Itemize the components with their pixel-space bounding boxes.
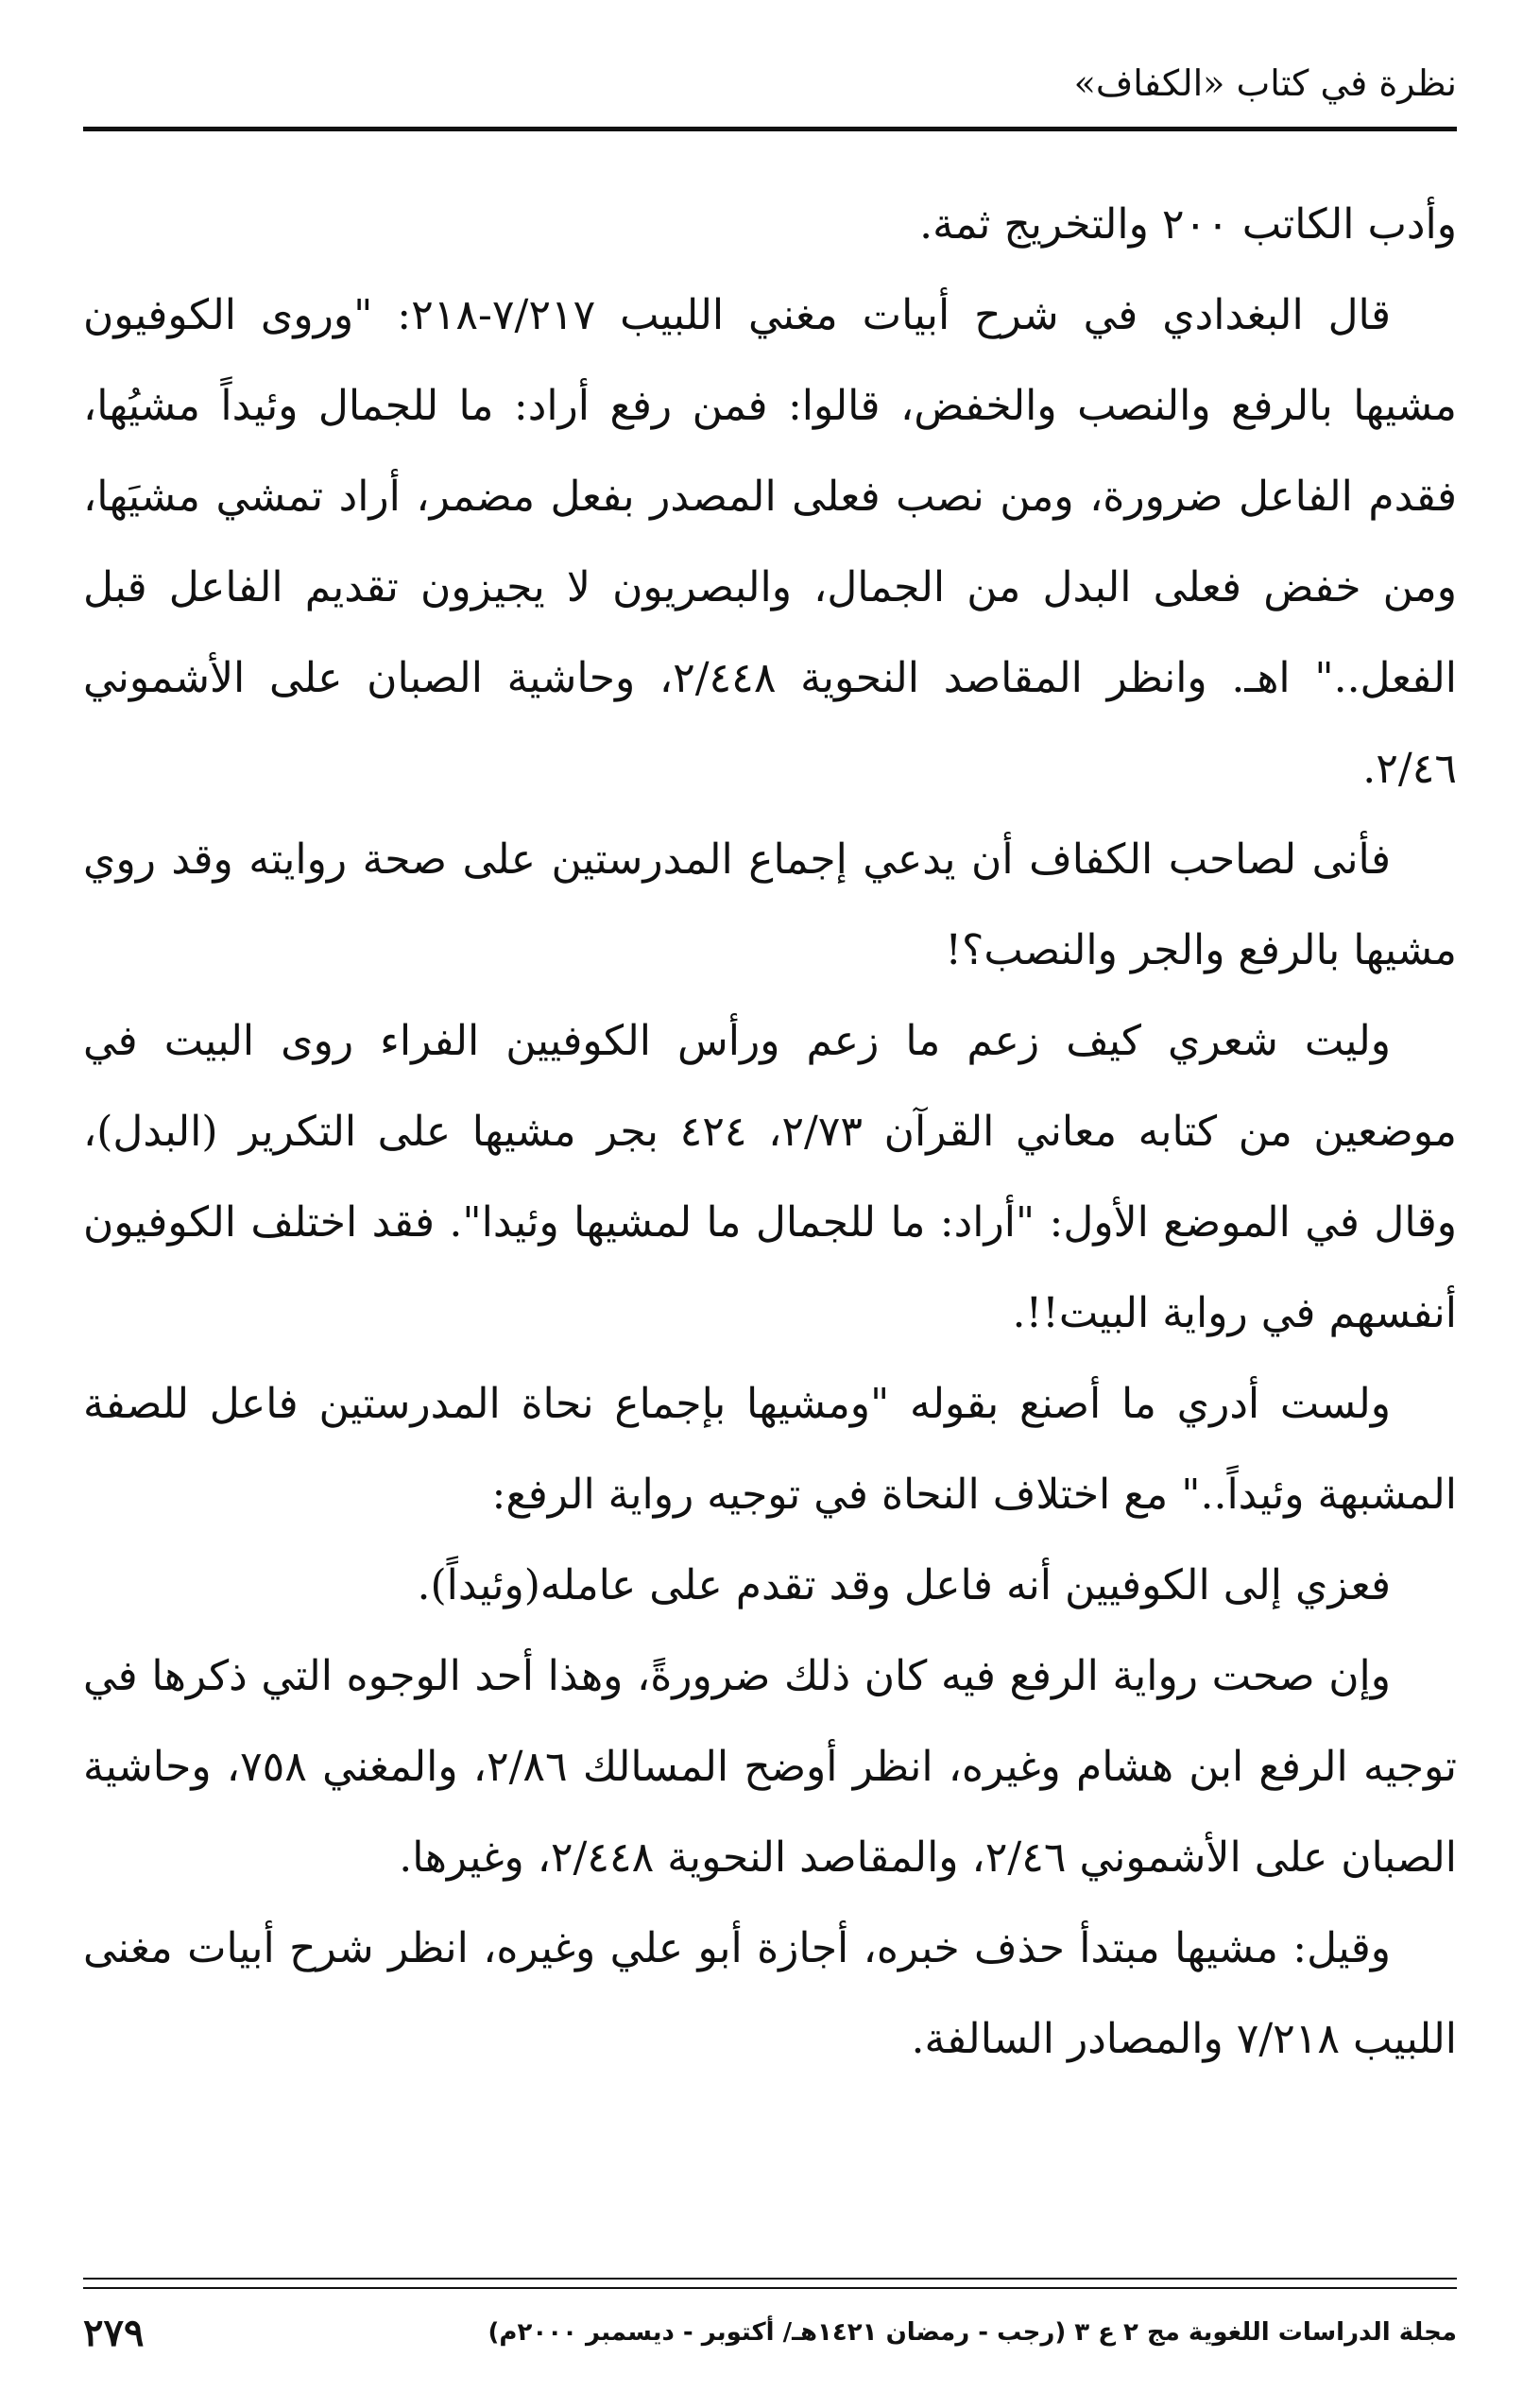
- page-footer: [83, 2306, 1457, 2359]
- paragraph-1: وأدب الكاتب ٢٠٠ والتخريج ثمة.: [919, 200, 1457, 249]
- header-rule: [83, 127, 1457, 131]
- body-text: [83, 180, 1457, 2085]
- running-title: نظرة في كتاب «الكفاف»: [1073, 62, 1457, 104]
- paragraph-7: وإن صحت رواية الرفع فيه كان ذلك ضرورةً، وهذا أحد الوجوه التي ذكرها في توجيه الرفع ابن هشام وغيره، انظر أوضح المسالك ٢/٨٦، والمغني ٧٥٨، وحاشية الصبان على الأشموني ٢/٤٦، والمقاصد النحوية ٢/٤٤٨، وغيرها.: [83, 1652, 1458, 1882]
- footer-rule-top: [83, 2278, 1457, 2280]
- page-number: ٢٧٩: [83, 2310, 145, 2355]
- paragraph-6: فعزي إلى الكوفيين أنه فاعل وقد تقدم على عامله(وئيداً).: [417, 1561, 1391, 1609]
- paragraph-8: وقيل: مشيها مبتدأ حذف خبره، أجازة أبو علي وغيره، انظر شرح أبيات مغنى اللبيب ٧/٢١٨ والمصادر السالفة.: [83, 1924, 1457, 2063]
- paragraph-4: وليت شعري كيف زعم ما زعم ورأس الكوفيين الفراء روى البيت في موضعين من كتابه معاني القرآن ٢/٧٣، ٤٢٤ بجر مشيها على التكرير (البدل)، وقال في الموضع الأول: "أراد: ما للجمال ما لمشيها وئيدا". فقد اختلف الكوفيون أنفسهم في رواية البيت!!.: [83, 1017, 1458, 1337]
- paragraph-2: قال البغدادي في شرح أبيات مغني اللبيب ٧/٢١٧-٢١٨: "وروى الكوفيون مشيها بالرفع والنصب والخفض، قالوا: فمن رفع أراد: ما للجمال وئيداً مشيُها، فقدم الفاعل ضرورة، ومن نصب فعلى المصدر بفعل مضمر، أراد تمشي مشيَها، ومن خفض فعلى البدل من الجمال، والبصريون لا يجيزون تقديم الفاعل قبل الفعل.." اهـ. وانظر المقاصد النحوية ٢/٤٤٨، وحاشية الصبان على الأشموني ٢/٤٦.: [83, 291, 1457, 793]
- paragraph-3: فأنى لصاحب الكفاف أن يدعي إجماع المدرستين على صحة روايته وقد روي مشيها بالرفع والجر والنصب؟!: [83, 835, 1457, 974]
- journal-citation: مجلة الدراسات اللغوية مج ٢ ع ٣ (رجب - رمضان ١٤٢١هـ/ أكتوبر - ديسمبر ٢٠٠٠م): [488, 2318, 1457, 2347]
- footer-rule-bottom: [83, 2287, 1457, 2289]
- paragraph-5: ولست أدري ما أصنع بقوله "ومشيها بإجماع نحاة المدرستين فاعل للصفة المشبهة وئيداً.." مع اختلاف النحاة في توجيه رواية الرفع:: [83, 1380, 1457, 1519]
